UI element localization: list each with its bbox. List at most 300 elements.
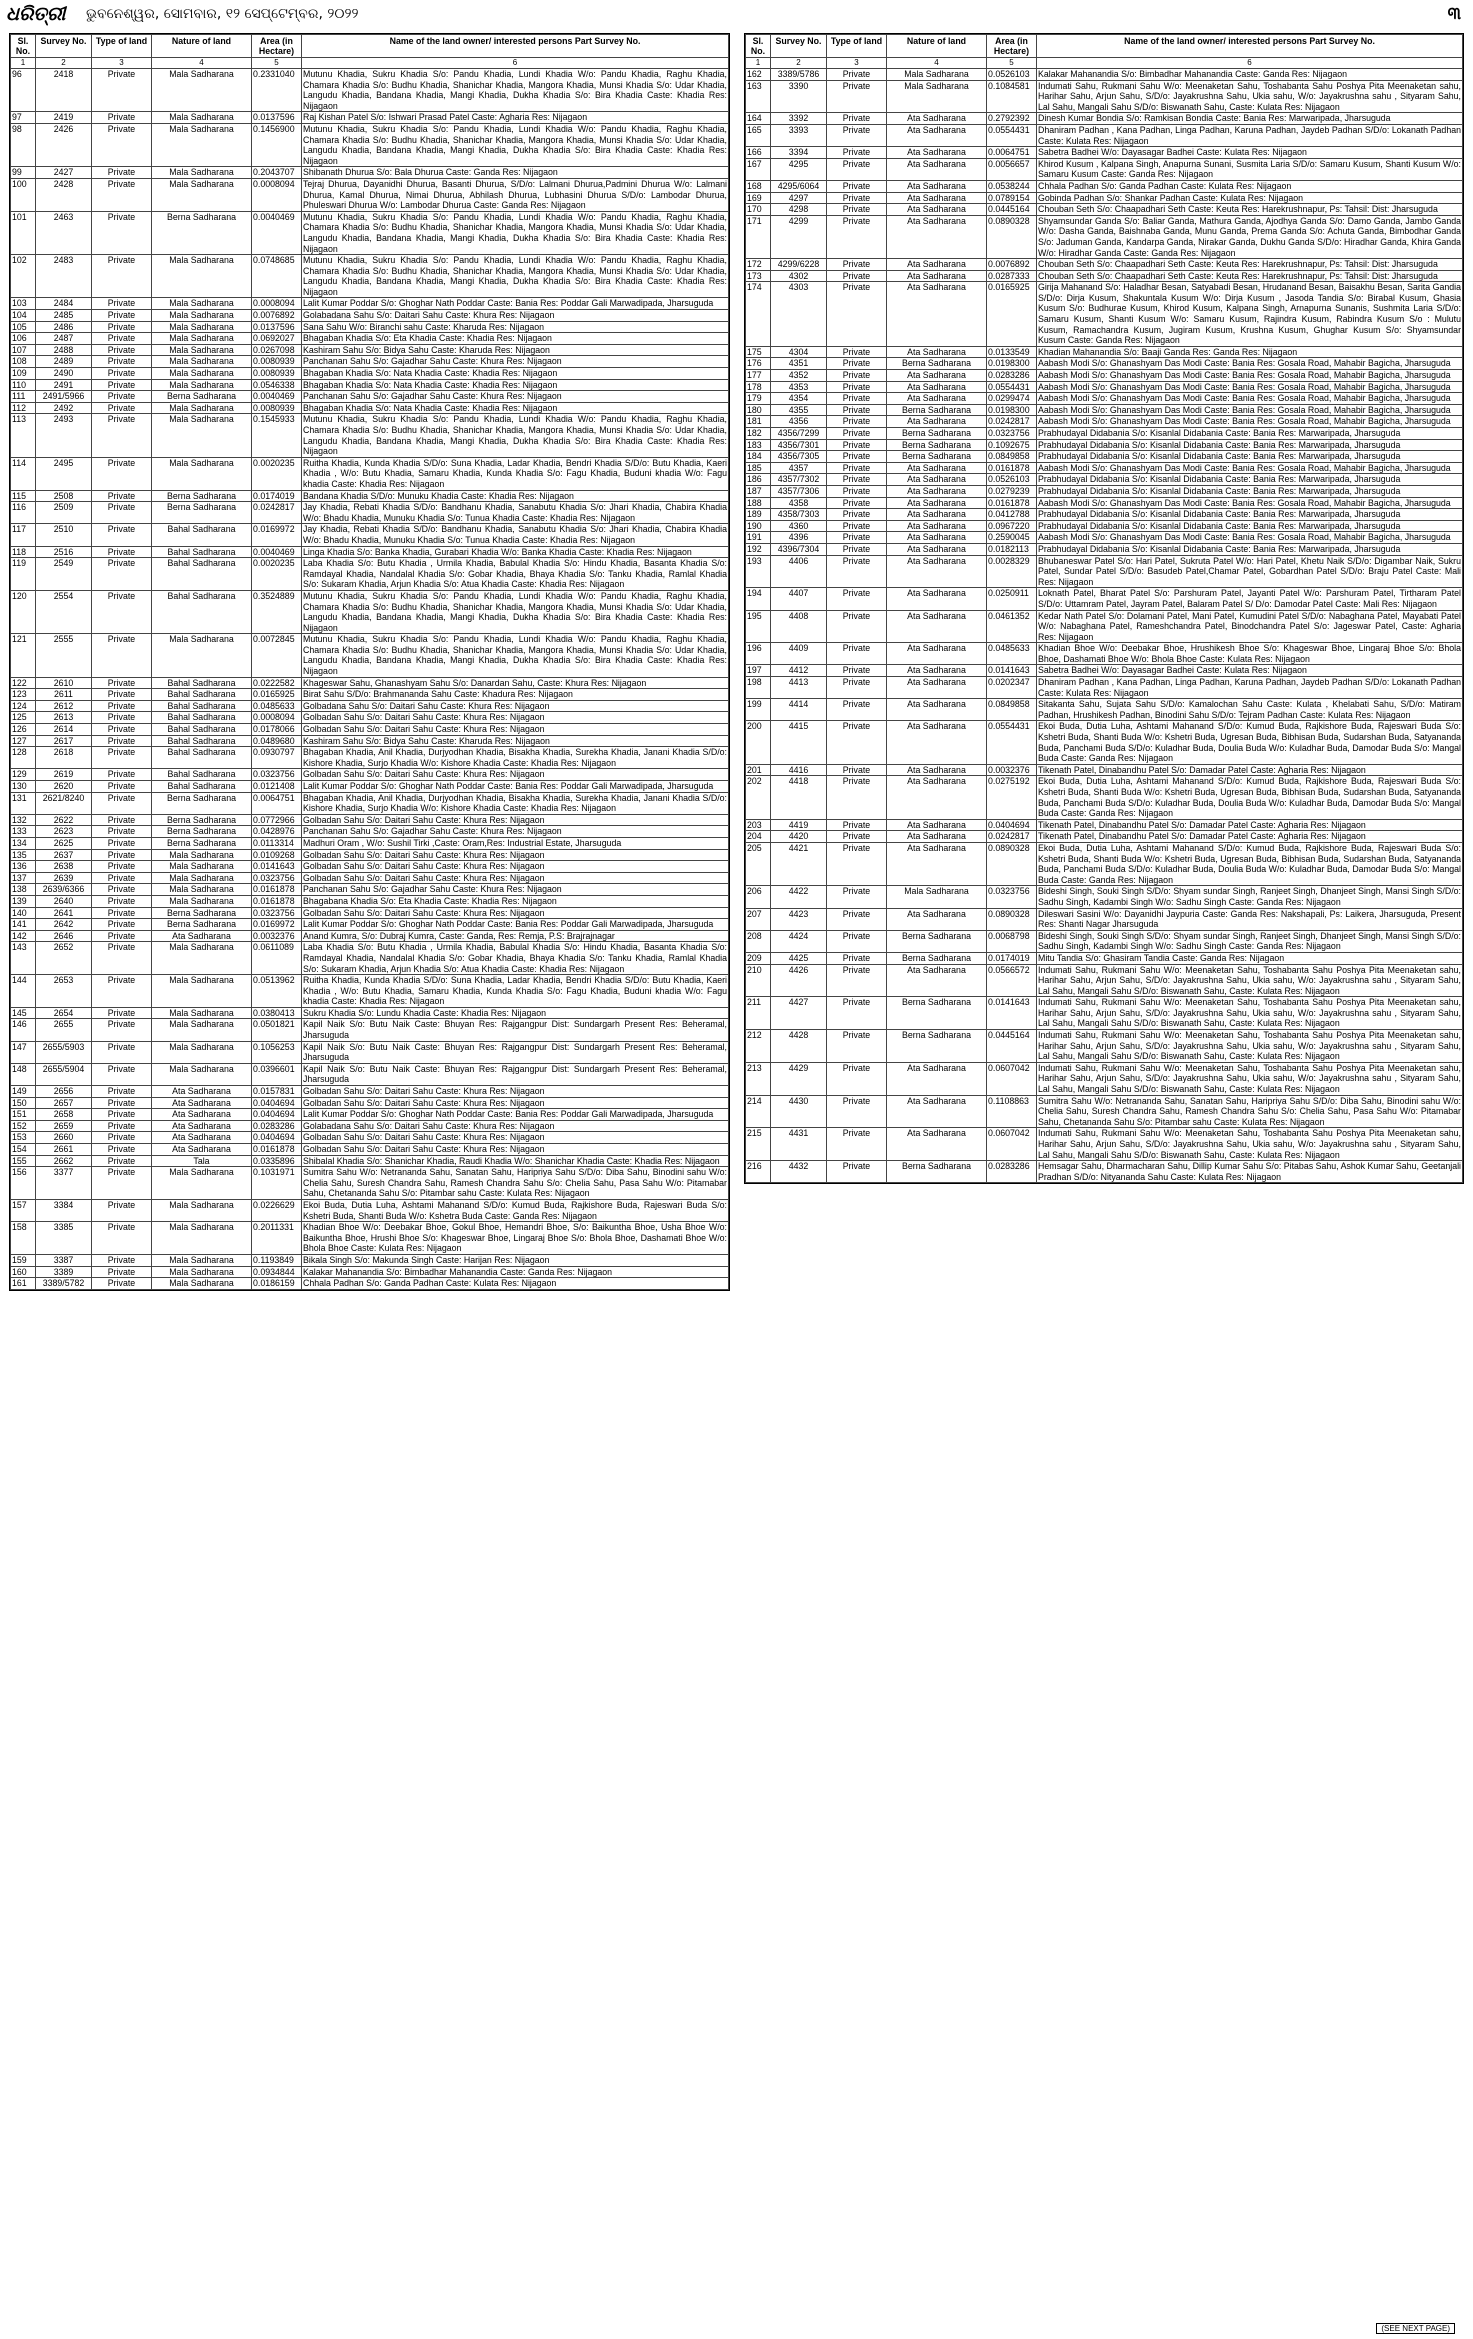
land-nature-cell: Ata Sadharana: [887, 509, 987, 521]
survey-no-cell: 2638: [36, 861, 92, 873]
table-row: [746, 416, 1463, 428]
sl-no-cell: 129: [11, 769, 36, 781]
owner-cell: Sumitra Sahu W/o: Netrananda Sahu, Sanatan Sahu, Haripriya Sahu S/D/o: Diba Sahu, Binodini sahu W/o: Chelia Sahu, Suresh Chandra Sahu, Ramesh Chandra Sahu S/o: Chelia Sahu, Pasa Sahu W/o: Pitamabar Sahu, Chetananda Sahu S/o: Pitambar sahu Caste: Kulata Res: Nijagaon: [1038, 1095, 1461, 1127]
sl-no-cell: 140: [11, 907, 36, 919]
land-nature-cell: Mala Sadharana: [152, 1167, 252, 1200]
land-nature-cell: Mala Sadharana: [152, 1254, 252, 1266]
owner-cell: Kalakar Mahanandia S/o: Bimbadhar Mahanandia Caste: Ganda Res: Nijagaon: [1037, 69, 1463, 81]
land-nature-cell: Berna Sadharana: [887, 428, 987, 440]
type-header: Type of land: [92, 35, 152, 58]
area-cell: 0.0404694: [252, 1097, 302, 1109]
area-header: Area (in Hectare): [987, 35, 1037, 58]
sl-no-cell: 131: [11, 792, 36, 814]
land-type-cell: Private: [92, 590, 152, 633]
land-nature-cell: Mala Sadharana: [152, 1199, 252, 1221]
table-row: [746, 665, 1463, 677]
survey-no-cell: 4421: [771, 842, 827, 885]
sl-no-cell: 132: [11, 814, 36, 826]
table-row: [11, 837, 729, 849]
owner-cell: Bhagaban Khadia S/o: Eta Khadia Caste: Khadia Res: Nijagaon: [302, 333, 729, 345]
owner-cell: Bhagaban Khadia, Anil Khadia, Durjyodhan Khadia, Bisakha Khadia, Surekha Khadia, Janani Khadia S/D/o: Kishore Khadia, Surjo Khadia W/o: Kishore Khadia Caste: Khadia Res: Nijagaon: [303, 792, 727, 814]
land-type-cell: Private: [92, 178, 152, 211]
sl-no-cell: 186: [746, 474, 771, 486]
area-cell: 0.0161878: [987, 497, 1037, 509]
land-type-cell: Private: [827, 485, 887, 497]
owner-cell: Panchanan Sahu S/o: Gajadhar Sahu Caste: Khura Res: Nijagaon: [302, 826, 729, 838]
left-table-body: [11, 69, 729, 1290]
land-type-cell: Private: [827, 610, 887, 643]
land-nature-cell: Mala Sadharana: [152, 344, 252, 356]
land-nature-cell: Bahal Sadharana: [152, 781, 252, 793]
table-row: [746, 1030, 1463, 1063]
land-type-cell: Private: [92, 1266, 152, 1278]
sl-no-cell: 170: [746, 204, 771, 216]
land-nature-cell: Mala Sadharana: [152, 942, 252, 975]
sl-no-cell: 99: [11, 167, 36, 179]
sl-no-cell: 209: [746, 952, 771, 964]
sl-no-cell: 112: [11, 402, 36, 414]
area-cell: 0.0169972: [252, 919, 302, 931]
survey-no-cell: 2639/6366: [36, 884, 92, 896]
sl-no-cell: 102: [11, 255, 36, 298]
survey-no-cell: 3389/5786: [771, 69, 827, 81]
table-row: [746, 69, 1463, 81]
land-type-cell: Private: [827, 643, 887, 665]
land-nature-cell: Ata Sadharana: [887, 908, 987, 930]
land-type-cell: Private: [92, 310, 152, 322]
owner-cell: Indumati Sahu, Rukmani Sahu W/o: Meenaketan Sahu, Toshabanta Sahu Poshya Pita Meenaketan sahu, Harihar Sahu, Arjun Sahu, S/D/o: Jayakrushna Sahu, Ukia sahu, W/o: Jayakrushna sahu , Sityaram Sahu, Lal Sahu, Mangali Sahu S/D/o: Biswanath Sahu, Caste: Kulata Res: Nijagaon: [1038, 1030, 1461, 1062]
table-row: [11, 895, 729, 907]
land-type-cell: Private: [827, 393, 887, 405]
owner-cell: Kapil Naik S/o: Butu Naik Caste: Bhuyan Res: Rajgangpur Dist: Sundargarh Present Res: Beheramal, Jharsuguda: [303, 1041, 727, 1063]
land-nature-cell: Mala Sadharana: [152, 1266, 252, 1278]
type-header: Type of land: [827, 35, 887, 58]
area-cell: 0.1056253: [252, 1041, 302, 1063]
land-nature-cell: Mala Sadharana: [152, 379, 252, 391]
survey-no-cell: 2657: [36, 1097, 92, 1109]
area-cell: 0.0080939: [252, 356, 302, 368]
sl-no-cell: 100: [11, 178, 36, 211]
survey-no-cell: 4414: [771, 699, 827, 721]
table-row: [11, 167, 729, 179]
owner-cell: Indumati Sahu, Rukmani Sahu W/o: Meenaketan Sahu, Toshabanta Sahu Poshya Pita Meenaketan sahu, Harihar Sahu, Arjun Sahu, S/D/o: Jayakrushna Sahu, Ukia sahu, W/o: Jayakrushna sahu , Sityaram Sahu, Lal Sahu, Mangali Sahu S/D/o: Biswanath Sahu, Caste: Kulata Res: Nijagaon: [1038, 997, 1461, 1029]
land-type-cell: Private: [827, 80, 887, 113]
area-cell: 0.0890328: [987, 215, 1037, 258]
land-type-cell: Private: [827, 776, 887, 819]
owner-cell: Golbadana Sahu S/o: Daitari Sahu Caste: Khura Res: Nijagaon: [302, 700, 729, 712]
owner-cell: Tikenath Patel, Dinabandhu Patel S/o: Damadar Patel Caste: Agharia Res: Nijagaon: [1037, 819, 1463, 831]
sl-no-header: Sl. No.: [11, 35, 36, 58]
owner-cell: Kapil Naik S/o: Butu Naik Caste: Bhuyan Res: Rajgangpur Dist: Sundargarh Present Res: Beheramal, Jharsuguda: [303, 1063, 727, 1085]
area-cell: 0.0169972: [252, 524, 302, 546]
sl-no-cell: 201: [746, 764, 771, 776]
area-cell: 0.0080939: [252, 402, 302, 414]
land-type-cell: Private: [92, 333, 152, 345]
land-type-cell: Private: [92, 1222, 152, 1255]
survey-no-cell: 2639: [36, 872, 92, 884]
table-row: [11, 590, 729, 633]
nature-header: Nature of land: [887, 35, 987, 58]
owner-cell: Aabash Modi S/o: Ghanashyam Das Modi Caste: Bania Res: Gosala Road, Mahabir Bagicha, Jharsuguda: [1037, 462, 1463, 474]
owner-cell: Girija Mahanand S/o: Haladhar Besan, Satyabadi Besan, Hrudanand Besan, Baisakhu Besan, Sarita Gandia S/D/o: Dirja Kusum, Shakuntala Kusum W/o: Dirja Kusum , Jasoda Tandia S/o: Birabal Kusum, Ghasia Kusum S/o: Budhurae Kusum, Khirod Kusum, Kalpana Singh, Arnapurna Sunanis, Sushmita Laria S/D/o: Samaru Kusum, Shanti Kusum W/o: Samaru Kusum, Rajindra Kusum, Rabindra Kusum S/o : Mulutu Kusum, Ramachandra Kusum, Jugiram Kusum, Krushna Kusum, Ghughar Kusum S/o: Shyamsundar Kusum Caste: Ganda Res: Nijagaon: [1038, 282, 1461, 346]
land-nature-cell: Mala Sadharana: [152, 368, 252, 380]
land-nature-cell: Mala Sadharana: [887, 80, 987, 113]
owner-cell: Mutunu Khadia, Sukru Khadia S/o: Pandu Khadia, Lundi Khadia W/o: Pandu Khadia, Raghu Khadia, Chamara Khadia S/o: Budhu Khadia, Shanichar Khadia, Mangora Khadia, Munsi Khadia S/o: Udar Khadia, Langudu Khadia, Bandana Khadia, Mangi Khadia, Dukha Khadia S/o: Bira Khadia Caste: Khadia Res: Nijagaon: [303, 255, 727, 297]
land-nature-cell: Mala Sadharana: [152, 849, 252, 861]
table-row: [11, 1041, 729, 1063]
survey-no-cell: 4353: [771, 381, 827, 393]
owner-cell: Lalit Kumar Poddar S/o: Ghoghar Nath Poddar Caste: Bania Res: Poddar Gali Marwadipada, Jharsuguda: [302, 919, 729, 931]
owner-cell: Jay Khadia, Rebati Khadia S/D/o: Bandhanu Khadia, Sanabutu Khadia S/o: Jhari Khadia, Chabira Khadia W/o: Bhadu Khadia, Munuku Khadia S/o: Tunua Khadia Caste: Khadia Res: Nijagaon: [303, 524, 727, 545]
survey-no-cell: 4425: [771, 952, 827, 964]
owner-cell: Mutunu Khadia, Sukru Khadia S/o: Pandu Khadia, Lundi Khadia W/o: Pandu Khadia, Raghu Khadia, Chamara Khadia S/o: Budhu Khadia, Shanichar Khadia, Mangora Khadia, Munsi Khadia S/o: Udar Khadia, Langudu Khadia, Bandana Khadia, Mangi Khadia, Dukha Khadia S/o: Bira Khadia Caste: Khadia Res: Nijagaon: [303, 69, 727, 111]
table-row: [746, 346, 1463, 358]
owner-cell: Sabetra Badhei W/o: Dayasagar Badhei Caste: Kulata Res: Nijagaon: [1037, 147, 1463, 159]
land-type-cell: Private: [92, 861, 152, 873]
land-nature-cell: Mala Sadharana: [152, 1278, 252, 1290]
table-row: [746, 358, 1463, 370]
table-row: [11, 792, 729, 814]
land-nature-cell: Bahal Sadharana: [152, 677, 252, 689]
land-nature-cell: Berna Sadharana: [887, 358, 987, 370]
table-row: [11, 1144, 729, 1156]
owner-cell: Bhubaneswar Patel S/o: Hari Patel, Sukruta Patel W/o: Hari Patel, Khetu Naik S/D/o: Digambar Naik, Sukru Patel, Sundar Patel S/D/o: Basudeb Patel,Chamar Patel, Gobardhan Patel S/D/o: Braju Patel Caste: Mali Res: Nijagaon: [1038, 555, 1461, 587]
owner-cell: Prabhudayal Didabania S/o: Kisanlal Didabania Caste: Bania Res: Marwaripada, Jharsuguda: [1037, 451, 1463, 463]
land-nature-cell: Mala Sadharana: [152, 356, 252, 368]
land-nature-cell: Ata Sadharana: [887, 831, 987, 843]
land-nature-cell: Mala Sadharana: [152, 1019, 252, 1041]
area-cell: 0.0461352: [987, 610, 1037, 643]
sl-no-cell: 122: [11, 677, 36, 689]
sl-no-cell: 142: [11, 930, 36, 942]
land-type-cell: Private: [92, 930, 152, 942]
survey-no-cell: 2655/5903: [36, 1041, 92, 1063]
sl-no-cell: 152: [11, 1120, 36, 1132]
survey-no-cell: 3377: [36, 1167, 92, 1200]
land-type-cell: Private: [92, 391, 152, 403]
land-type-cell: Private: [92, 524, 152, 546]
survey-no-cell: 4358/7303: [771, 509, 827, 521]
survey-no-cell: 4360: [771, 520, 827, 532]
land-nature-cell: Berna Sadharana: [152, 792, 252, 814]
land-type-cell: Private: [92, 747, 152, 769]
owner-header: Name of the land owner/ interested persons Part Survey No.: [302, 35, 729, 58]
survey-no-cell: 2485: [36, 310, 92, 322]
land-table-left: [10, 34, 729, 1290]
table-row: [11, 69, 729, 112]
table-row: [11, 769, 729, 781]
land-type-cell: Private: [827, 180, 887, 192]
survey-no-cell: 4297: [771, 192, 827, 204]
land-nature-cell: Ata Sadharana: [887, 282, 987, 347]
area-cell: 0.0404694: [987, 819, 1037, 831]
survey-no-cell: 2610: [36, 677, 92, 689]
land-type-cell: Private: [92, 942, 152, 975]
owner-cell: Chouban Seth S/o: Chaapadhari Seth Caste: Keuta Res: Harekrushnapur, Ps: Tahsil: Dist: Jharsuguda: [1037, 259, 1463, 271]
sl-no-cell: 106: [11, 333, 36, 345]
land-nature-cell: Ata Sadharana: [887, 215, 987, 258]
land-nature-cell: Ata Sadharana: [152, 930, 252, 942]
sl-no-cell: 181: [746, 416, 771, 428]
sl-no-cell: 180: [746, 404, 771, 416]
area-cell: 0.0198300: [987, 358, 1037, 370]
table-row: [746, 474, 1463, 486]
area-cell: 0.0080939: [252, 368, 302, 380]
area-cell: 0.0141643: [987, 997, 1037, 1030]
land-type-cell: Private: [827, 520, 887, 532]
survey-no-cell: 2509: [36, 502, 92, 524]
land-nature-cell: Bahal Sadharana: [152, 712, 252, 724]
land-nature-cell: Mala Sadharana: [887, 69, 987, 81]
sl-no-cell: 101: [11, 211, 36, 254]
table-row: [746, 555, 1463, 588]
sl-no-cell: 141: [11, 919, 36, 931]
area-cell: 0.0890328: [987, 908, 1037, 930]
sl-no-cell: 215: [746, 1128, 771, 1161]
sl-no-cell: 147: [11, 1041, 36, 1063]
land-type-cell: Private: [92, 1097, 152, 1109]
survey-no-cell: 4431: [771, 1128, 827, 1161]
land-type-cell: Private: [92, 781, 152, 793]
owner-cell: Hemsagar Sahu, Dharmacharan Sahu, Dillip Kumar Sahu S/o: Pitabas Sahu, Ashok Kumar Sahu, Geetanjali Pradhan S/D/o: Nityananda Sahu Caste: Kulata Res: Nijagaon: [1038, 1161, 1461, 1182]
survey-no-cell: 3393: [771, 124, 827, 146]
land-type-cell: Private: [827, 886, 887, 908]
area-cell: 0.1193849: [252, 1254, 302, 1266]
land-type-cell: Private: [827, 416, 887, 428]
land-nature-cell: Mala Sadharana: [152, 298, 252, 310]
table-row: [11, 379, 729, 391]
owner-cell: Shibanath Dhurua S/o: Bala Dhurua Caste: Ganda Res: Nijagaon: [302, 167, 729, 179]
owner-cell: Indumati Sahu, Rukmani Sahu W/o: Meenaketan Sahu, Toshabanta Sahu Poshya Pita Meenaketan sahu, Harihar Sahu, Arjun Sahu, S/D/o: Jayakrushna Sahu, Ukia sahu, W/o: Jayakrushna sahu , Sityaram Sahu, Lal Sahu, Mangali Sahu S/D/o: Biswanath Sahu, Caste: Kulata Res: Nijagaon: [1038, 80, 1461, 112]
land-nature-cell: Berna Sadharana: [887, 952, 987, 964]
table-row: [746, 1095, 1463, 1128]
area-cell: 0.0040469: [252, 546, 302, 558]
sl-no-cell: 199: [746, 699, 771, 721]
survey-no-cell: 3394: [771, 147, 827, 159]
survey-no-cell: 4424: [771, 930, 827, 952]
table-row: [11, 1254, 729, 1266]
sl-no-cell: 206: [746, 886, 771, 908]
survey-no-cell: 2419: [36, 112, 92, 124]
land-nature-cell: Ata Sadharana: [887, 543, 987, 555]
land-type-cell: Private: [92, 1120, 152, 1132]
area-cell: 0.0335896: [252, 1155, 302, 1167]
land-nature-cell: Ata Sadharana: [887, 643, 987, 665]
owner-cell: Bandana Khadia S/D/o: Munuku Khadia Caste: Khadia Res: Nijagaon: [302, 490, 729, 502]
table-row: [746, 997, 1463, 1030]
owner-cell: Mutunu Khadia, Sukru Khadia S/o: Pandu Khadia, Lundi Khadia W/o: Pandu Khadia, Raghu Khadia, Chamara Khadia S/o: Budhu Khadia, Shanichar Khadia, Mangora Khadia, Munsi Khadia S/o: Udar Khadia, Langudu Khadia, Bandana Khadia, Mangi Khadia, Dukha Khadia S/o: Bira Khadia Caste: Khadia Res: Nijagaon: [303, 211, 727, 254]
table-row: [11, 1097, 729, 1109]
sl-no-cell: 155: [11, 1155, 36, 1167]
survey-no-cell: 2555: [36, 634, 92, 677]
land-nature-cell: Ata Sadharana: [152, 1144, 252, 1156]
area-cell: 0.0020235: [252, 457, 302, 490]
newspaper-header: [0, 0, 1473, 28]
table-row: [746, 1161, 1463, 1183]
owner-cell: Golbadan Sahu S/o: Daitari Sahu Caste: Khura Res: Nijagaon: [302, 849, 729, 861]
area-cell: 0.0538244: [987, 180, 1037, 192]
survey-no-cell: 2487: [36, 333, 92, 345]
owner-cell: Kapil Naik S/o: Butu Naik Caste: Bhuyan Res: Rajgangpur Dist: Sundargarh Present Res: Beheramal, Jharsuguda: [303, 1019, 727, 1041]
land-nature-cell: Ata Sadharana: [887, 964, 987, 997]
land-type-cell: Private: [827, 908, 887, 930]
land-type-cell: Private: [92, 211, 152, 254]
sl-no-cell: 135: [11, 849, 36, 861]
survey-no-cell: 2613: [36, 712, 92, 724]
owner-cell: Tikenath Patel, Dinabandhu Patel S/o: Damadar Patel Caste: Agharia Res: Nijagaon: [1037, 764, 1463, 776]
area-cell: 0.0849858: [987, 699, 1037, 721]
land-nature-cell: Mala Sadharana: [152, 123, 252, 166]
owner-cell: Gobinda Padhan S/o: Shankar Padhan Caste: Kulata Res: Nijagaon: [1037, 192, 1463, 204]
survey-no-cell: 2549: [36, 558, 92, 591]
sl-no-cell: 136: [11, 861, 36, 873]
area-cell: 0.0323756: [252, 769, 302, 781]
survey-no-cell: 3389/5782: [36, 1278, 92, 1290]
table-row: [746, 124, 1463, 146]
table-row: [11, 333, 729, 345]
land-type-cell: Private: [827, 204, 887, 216]
area-cell: 0.0607042: [987, 1062, 1037, 1095]
owner-cell: Kashiram Sahu S/o: Bidya Sahu Caste: Kharuda Res: Nijagaon: [302, 344, 729, 356]
sl-no-cell: 167: [746, 158, 771, 180]
land-type-cell: Private: [827, 543, 887, 555]
sl-no-cell: 109: [11, 368, 36, 380]
land-nature-cell: Mala Sadharana: [152, 112, 252, 124]
owner-cell: Bhagaban Khadia S/o: Nata Khadia Caste: Khadia Res: Nijagaon: [302, 368, 729, 380]
survey-no-header: Survey No.: [771, 35, 827, 58]
sl-no-cell: 120: [11, 590, 36, 633]
land-nature-cell: Ata Sadharana: [887, 842, 987, 885]
table-row: [11, 1019, 729, 1041]
land-nature-cell: Mala Sadharana: [152, 861, 252, 873]
area-cell: 0.0546338: [252, 379, 302, 391]
owner-cell: Tejraj Dhurua, Dayanidhi Dhurua, Basanti Dhurua, S/D/o: Lalmani Dhurua,Padmini Dhurua W/o: Lalmani Dhurua, Kamal Dhurua, Nimai Dhurua, Abhilash Dhurua, Lubhasini Dhurua S/D/o: Lambodar Dhurua, Phuleswari Dhurua W/o: Lambodar Dhurua Caste: Ganda Res: Nijagaon: [303, 178, 727, 211]
sl-no-cell: 125: [11, 712, 36, 724]
area-cell: 0.2011331: [252, 1222, 302, 1255]
area-cell: 0.0934844: [252, 1266, 302, 1278]
land-table-right: [745, 34, 1463, 1183]
land-nature-cell: Mala Sadharana: [152, 255, 252, 298]
land-type-cell: Private: [92, 457, 152, 490]
land-type-cell: Private: [92, 1007, 152, 1019]
land-type-cell: Private: [827, 721, 887, 764]
sl-no-cell: 191: [746, 532, 771, 544]
owner-cell: Kedar Nath Patel S/o: Dolamani Patel, Mani Patel, Kumudini Patel S/D/o: Nabaghana Patel, Mayabati Patel W/o: Nabaghana Patel, Rameshchandra Patel, Binodchandra Patel S/o: Jageswar Patel, Caste: Agharia Res: Nijagaon: [1038, 610, 1461, 642]
area-cell: 0.0161878: [252, 884, 302, 896]
table-row: [11, 1167, 729, 1200]
survey-no-cell: 4423: [771, 908, 827, 930]
owner-cell: Sukru Khadia S/o: Lundu Khadia Caste: Khadia Res: Nijagaon: [302, 1007, 729, 1019]
survey-no-cell: 2652: [36, 942, 92, 975]
land-type-cell: Private: [827, 381, 887, 393]
owner-cell: Golbadan Sahu S/o: Daitari Sahu Caste: Khura Res: Nijagaon: [302, 1097, 729, 1109]
sl-no-cell: 126: [11, 724, 36, 736]
survey-no-cell: 4351: [771, 358, 827, 370]
table-row: [746, 270, 1463, 282]
land-nature-cell: Mala Sadharana: [887, 886, 987, 908]
table-row: [11, 1278, 729, 1290]
table-row: [11, 1266, 729, 1278]
area-cell: 0.0186159: [252, 1278, 302, 1290]
land-type-cell: Private: [92, 634, 152, 677]
sl-no-cell: 97: [11, 112, 36, 124]
table-row: [11, 634, 729, 677]
sl-no-cell: 208: [746, 930, 771, 952]
sl-no-cell: 212: [746, 1030, 771, 1063]
table-row: [746, 677, 1463, 699]
sl-no-cell: 214: [746, 1095, 771, 1128]
area-cell: 0.0849858: [987, 451, 1037, 463]
survey-no-cell: 2646: [36, 930, 92, 942]
land-type-cell: Private: [827, 964, 887, 997]
owner-header: Name of the land owner/ interested persons Part Survey No.: [1037, 35, 1463, 58]
sl-no-cell: 146: [11, 1019, 36, 1041]
sl-no-cell: 169: [746, 192, 771, 204]
area-cell: 0.0008094: [252, 712, 302, 724]
area-cell: 0.0242817: [987, 831, 1037, 843]
table-row: [746, 485, 1463, 497]
table-row: [11, 677, 729, 689]
survey-no-cell: 4408: [771, 610, 827, 643]
land-type-cell: Private: [827, 259, 887, 271]
sl-no-cell: 153: [11, 1132, 36, 1144]
table-row: [746, 543, 1463, 555]
table-row: [11, 930, 729, 942]
owner-cell: Khadian Bhoe W/o: Deebakar Bhoe, Gokul Bhoe, Hemandri Bhoe, S/o: Baikuntha Bhoe, Usha Bhoe W/o: Baikuntha Bhoe, Hrushi Bhoe S/o: Khageswar Bhoe, Lingaraj Bhoe S/o: Bhola Bhoe, Dashamati Bhoe W/o: Bhola Bhoe Caste: Kulata Res: Nijagaon: [303, 1222, 727, 1254]
land-nature-cell: Bahal Sadharana: [152, 724, 252, 736]
owner-cell: Prabhudayal Didabania S/o: Kisanlal Didabania Caste: Bania Res: Marwaripada, Jharsuguda: [1037, 474, 1463, 486]
land-nature-cell: Mala Sadharana: [152, 167, 252, 179]
survey-no-cell: 2655: [36, 1019, 92, 1041]
masthead-logo: ଧରିତ୍ରୀ: [6, 3, 66, 25]
land-type-cell: Private: [827, 346, 887, 358]
land-type-cell: Private: [92, 792, 152, 814]
land-nature-cell: Ata Sadharana: [887, 721, 987, 764]
area-cell: 0.0275192: [987, 776, 1037, 819]
owner-cell: Prabhudayal Didabania S/o: Kisanlal Didabania Caste: Bania Res: Marwaripada, Jharsuguda: [1037, 520, 1463, 532]
area-cell: 0.0161878: [252, 895, 302, 907]
area-cell: 0.0032376: [252, 930, 302, 942]
area-cell: 0.0485633: [252, 700, 302, 712]
table-row: [746, 1062, 1463, 1095]
owner-cell: Chhala Padhan S/o: Ganda Padhan Caste: Kulata Res: Nijagaon: [302, 1278, 729, 1290]
sl-no-cell: 134: [11, 837, 36, 849]
land-nature-cell: Ata Sadharana: [887, 699, 987, 721]
area-cell: 0.3524889: [252, 590, 302, 633]
owner-cell: Panchanan Sahu S/o: Gajadhar Sahu Caste: Khura Res: Nijagaon: [302, 391, 729, 403]
survey-no-cell: 4426: [771, 964, 827, 997]
table-row: [746, 259, 1463, 271]
survey-no-cell: 2428: [36, 178, 92, 211]
table-row: [746, 930, 1463, 952]
land-type-cell: Private: [92, 255, 152, 298]
land-nature-cell: Berna Sadharana: [152, 826, 252, 838]
land-type-cell: Private: [827, 831, 887, 843]
table-row: [746, 158, 1463, 180]
owner-cell: Ruitha Khadia, Kunda Khadia S/D/o: Suna Khadia, Ladar Khadia, Bendri Khadia S/D/o: Butu Khadia, Kaeri Khadia , W/o: Butu Khadia, Samaru Khadia, Kunda Khadia S/o: Fagu Khadia, Buduni khadia W/o: Fagu khadia Caste: Khadia Res: Nijagaon: [303, 975, 727, 1007]
sl-no-cell: 150: [11, 1097, 36, 1109]
table-row: [11, 712, 729, 724]
land-nature-cell: Berna Sadharana: [152, 502, 252, 524]
table-row: [746, 643, 1463, 665]
land-type-cell: Private: [92, 712, 152, 724]
land-nature-cell: Berna Sadharana: [887, 930, 987, 952]
area-cell: 0.0137596: [252, 112, 302, 124]
table-row: [11, 1155, 729, 1167]
sl-no-cell: 123: [11, 689, 36, 701]
land-type-cell: Private: [92, 700, 152, 712]
area-cell: 0.0323756: [252, 872, 302, 884]
